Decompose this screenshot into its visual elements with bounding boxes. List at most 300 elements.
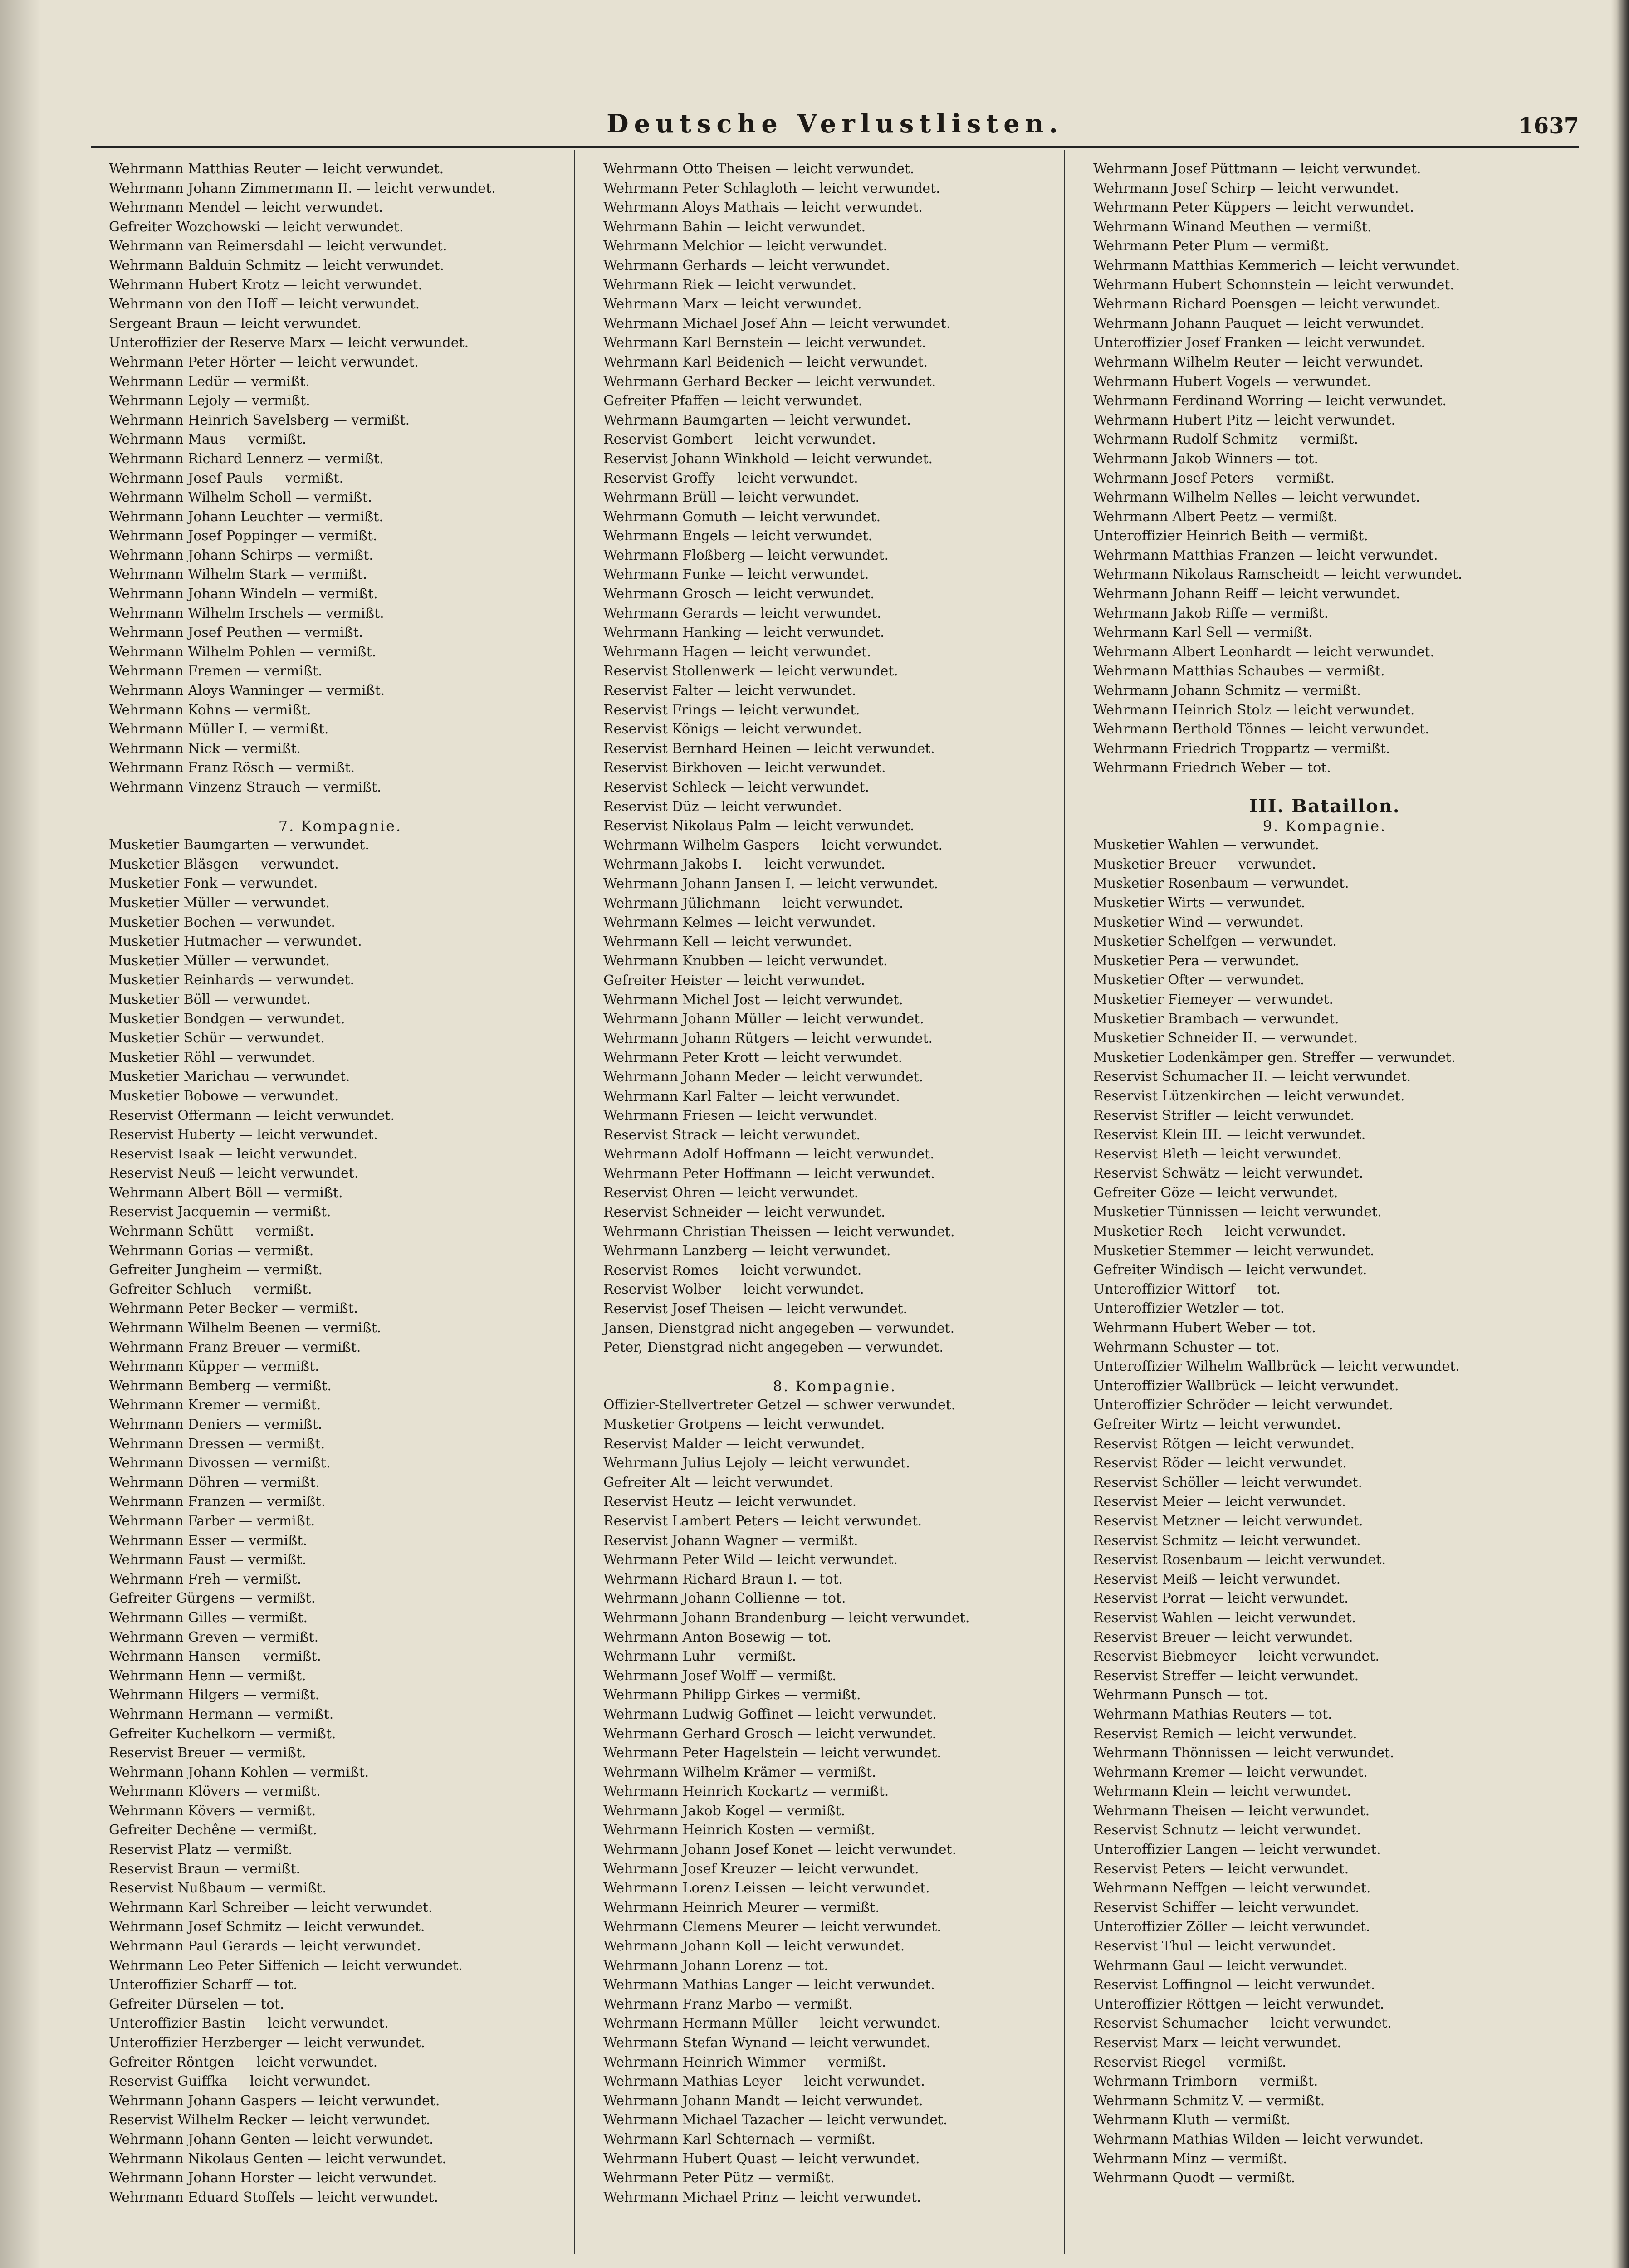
casualty-entry: Musketier Schür — verwundet.: [109, 1030, 325, 1046]
page-title: Deutsche Verlustlisten.: [607, 109, 1063, 139]
casualty-entry: Wehrmann Rudolf Schmitz — vermißt.: [1093, 431, 1359, 448]
casualty-entry: Reservist Strifler — leicht verwundet.: [1093, 1107, 1355, 1124]
casualty-entry: Reservist Falter — leicht verwundet.: [603, 683, 856, 699]
casualty-entry: Wehrmann Wilhelm Gaspers — leicht verwundet.: [603, 837, 943, 853]
casualty-entry: Wehrmann Josef Püttmann — leicht verwundet.: [1093, 161, 1421, 177]
casualty-entry: Reservist Isaak — leicht verwundet.: [109, 1146, 358, 1162]
casualty-entry: Wehrmann Wilhelm Reuter — leicht verwundet.: [1093, 354, 1424, 370]
casualty-entry: Wehrmann Matthias Franzen — leicht verwundet.: [1093, 547, 1438, 563]
casualty-entry: Reservist Nikolaus Palm — leicht verwundet.: [603, 818, 915, 834]
casualty-entry: Reservist Gombert — leicht verwundet.: [603, 431, 876, 448]
casualty-entry: Wehrmann Ferdinand Worring — leicht verwundet.: [1093, 393, 1447, 409]
casualty-entry: Reservist Rötgen — leicht verwundet.: [1093, 1436, 1355, 1452]
casualty-entry: Wehrmann Gilles — vermißt.: [109, 1609, 308, 1626]
casualty-entry: Wehrmann Julius Lejoly — leicht verwundet.: [603, 1455, 910, 1471]
casualty-entry: Musketier Reinhards — verwundet.: [109, 972, 355, 988]
casualty-entry: Wehrmann Hanking — leicht verwundet.: [603, 625, 885, 641]
casualty-entry: Reservist Loffingnol — leicht verwundet.: [1093, 1977, 1375, 1993]
casualty-entry: Wehrmann Jülichmann — leicht verwundet.: [603, 895, 904, 911]
company-heading: 8. Kompagnie.: [773, 1377, 897, 1395]
casualty-entry: Musketier Bobowe — verwundet.: [109, 1088, 339, 1104]
column-divider: [574, 150, 575, 2254]
casualty-entry: Reservist Johann Wagner — vermißt.: [603, 1532, 858, 1549]
casualty-entry: Reservist Platz — vermißt.: [109, 1842, 293, 1858]
casualty-entry: Wehrmann Ludwig Goffinet — leicht verwundet.: [603, 1706, 937, 1722]
casualty-entry: Wehrmann Friedrich Weber — tot.: [1093, 760, 1331, 776]
casualty-entry: Wehrmann Johann Pauquet — leicht verwundet.: [1093, 315, 1424, 332]
casualty-entry: Gefreiter Jungheim — vermißt.: [109, 1262, 323, 1278]
casualty-entry: Wehrmann Mathias Reuters — tot.: [1093, 1706, 1332, 1722]
casualty-entry: Wehrmann Johann Schirps — vermißt.: [109, 547, 373, 563]
casualty-entry: Reservist Schöller — leicht verwundet.: [1093, 1474, 1363, 1491]
casualty-entry: Musketier Röhl — verwundet.: [109, 1049, 316, 1066]
casualty-entry: Wehrmann Johann Brandenburg — leicht verwundet.: [603, 1609, 970, 1626]
casualty-entry: Wehrmann Wilhelm Nelles — leicht verwundet.: [1093, 489, 1420, 506]
casualty-entry: Unteroffizier Scharff — tot.: [109, 1977, 298, 1993]
casualty-entry: Unteroffizier Wittorf — tot.: [1093, 1281, 1281, 1297]
casualty-entry: Reservist Breuer — leicht verwundet.: [1093, 1629, 1353, 1645]
casualty-entry: Wehrmann Heinrich Wimmer — vermißt.: [603, 2054, 886, 2070]
casualty-entry: Wehrmann Johann Horster — leicht verwundet.: [109, 2170, 437, 2186]
casualty-entry: Reservist Schwätz — leicht verwundet.: [1093, 1165, 1364, 1182]
section-gap: [109, 797, 572, 816]
casualty-entry: Unteroffizier der Reserve Marx — leicht verwundet.: [109, 335, 469, 351]
casualty-entry: Musketier Bläsgen — verwundet.: [109, 856, 339, 872]
casualty-entry: Wehrmann Schmitz V. — vermißt.: [1093, 2092, 1325, 2109]
casualty-entry: Sergeant Braun — leicht verwundet.: [109, 315, 362, 332]
casualty-entry: Wehrmann Kohns — vermißt.: [109, 702, 311, 718]
casualty-entry: Wehrmann Hubert Krotz — leicht verwundet.: [109, 277, 423, 293]
casualty-entry: Reservist Josef Theisen — leicht verwundet.: [603, 1301, 908, 1317]
casualty-entry: Wehrmann Johann Zimmermann II. — leicht verwundet.: [109, 180, 496, 196]
casualty-entry: Reservist Königs — leicht verwundet.: [603, 721, 862, 738]
casualty-entry: Wehrmann Josef Poppinger — vermißt.: [109, 528, 377, 544]
casualty-entry: Wehrmann Lorenz Leissen — leicht verwundet.: [603, 1880, 930, 1897]
casualty-entry: Musketier Brambach — verwundet.: [1093, 1011, 1339, 1027]
casualty-entry: Wehrmann Jakobs I. — leicht verwundet.: [603, 856, 885, 873]
casualty-entry: Wehrmann Johann Reiff — leicht verwundet.: [1093, 586, 1400, 602]
casualty-entry: Unteroffizier Wallbrück — leicht verwundet.: [1093, 1378, 1399, 1394]
casualty-entry: Wehrmann Engels — leicht verwundet.: [603, 528, 873, 544]
casualty-entry: Reservist Johann Winkhold — leicht verwundet.: [603, 450, 933, 467]
casualty-entry: Wehrmann Peter Hagelstein — leicht verwundet.: [603, 1745, 941, 1761]
casualty-entry: Wehrmann Floßberg — leicht verwundet.: [603, 547, 889, 563]
casualty-entry: Wehrmann Hubert Vogels — verwundet.: [1093, 373, 1371, 390]
casualty-entry: Wehrmann Greven — vermißt.: [109, 1629, 319, 1645]
casualty-entry: Wehrmann Franz Marbo — vermißt.: [603, 1996, 853, 2012]
casualty-entry: Wehrmann Johann Kohlen — vermißt.: [109, 1764, 369, 1780]
casualty-entry: Reservist Wahlen — leicht verwundet.: [1093, 1609, 1356, 1626]
column-middle: [603, 160, 1066, 2207]
casualty-entry: Wehrmann Henn — vermißt.: [109, 1667, 306, 1684]
casualty-entry: Unteroffizier Röttgen — leicht verwundet.: [1093, 1996, 1384, 2012]
casualty-entry: Wehrmann Wilhelm Scholl — vermißt.: [109, 489, 372, 506]
casualty-entry: Reservist Huberty — leicht verwundet.: [109, 1127, 378, 1143]
casualty-entry: Wehrmann Döhren — vermißt.: [109, 1474, 320, 1491]
casualty-entry: Wehrmann Bahin — leicht verwundet.: [603, 219, 866, 235]
casualty-entry: Wehrmann Karl Beidenich — leicht verwundet.: [603, 354, 928, 370]
casualty-entry: Wehrmann Johann Gaspers — leicht verwundet.: [109, 2092, 440, 2109]
casualty-entry: Wehrmann Matthias Kemmerich — leicht verwundet.: [1093, 257, 1460, 274]
casualty-entry: Wehrmann Johann Leuchter — vermißt.: [109, 508, 383, 525]
casualty-entry: Wehrmann Philipp Girkes — vermißt.: [603, 1687, 861, 1703]
casualty-entry: Reservist Schumacher — leicht verwundet.: [1093, 2015, 1392, 2032]
casualty-entry: Wehrmann Richard Poensgen — leicht verwundet.: [1093, 296, 1441, 313]
casualty-entry: Musketier Müller — verwundet.: [109, 894, 330, 911]
casualty-entry: Wehrmann Lanzberg — leicht verwundet.: [603, 1243, 891, 1259]
casualty-entry: Wehrmann Gerhards — leicht verwundet.: [603, 257, 890, 274]
casualty-entry: Wehrmann Gomuth — leicht verwundet.: [603, 508, 881, 525]
casualty-entry: Wehrmann Franzen — vermißt.: [109, 1494, 326, 1510]
casualty-entry: Wehrmann Johann Koll — leicht verwundet.: [603, 1938, 905, 1955]
casualty-entry: Wehrmann Hilgers — vermißt.: [109, 1687, 320, 1703]
casualty-entry: Reservist Ohren — leicht verwundet.: [603, 1185, 859, 1201]
casualty-entry: Wehrmann Winand Meuthen — vermißt.: [1093, 219, 1372, 235]
company-heading: 7. Kompagnie.: [278, 817, 402, 835]
casualty-entry: Wehrmann Michael Prinz — leicht verwundet.: [603, 2189, 921, 2205]
casualty-entry: Wehrmann Theisen — leicht verwundet.: [1093, 1803, 1370, 1819]
casualty-entry: Wehrmann Heinrich Kosten — vermißt.: [603, 1822, 875, 1838]
casualty-entry: Wehrmann Farber — vermißt.: [109, 1513, 315, 1529]
casualty-entry: Gefreiter Kuchelkorn — vermißt.: [109, 1725, 336, 1742]
casualty-entry: Musketier Baumgarten — verwundet.: [109, 837, 369, 853]
casualty-entry: Wehrmann Divossen — vermißt.: [109, 1455, 331, 1471]
casualty-entry: Wehrmann Jakob Kogel — vermißt.: [603, 1803, 846, 1819]
casualty-entry: Wehrmann Aloys Wanninger — vermißt.: [109, 683, 385, 699]
casualty-entry: Wehrmann Christian Theissen — leicht verwundet.: [603, 1223, 955, 1240]
casualty-entry: Wehrmann Peter Wild — leicht verwundet.: [603, 1552, 898, 1568]
casualty-entry: Reservist Frings — leicht verwundet.: [603, 702, 860, 718]
casualty-entry: Wehrmann Josef Wolff — vermißt.: [603, 1667, 837, 1684]
company-heading: 9. Kompagnie.: [1262, 817, 1387, 835]
casualty-entry: Wehrmann Peter Schlagloth — leicht verwundet.: [603, 180, 940, 196]
section-gap: [1093, 778, 1556, 797]
casualty-entry: Wehrmann Friedrich Troppartz — vermißt.: [1093, 740, 1390, 757]
header-rule: [91, 146, 1579, 148]
casualty-entry: Reservist Düz — leicht verwundet.: [603, 798, 842, 815]
casualty-entry: Wehrmann Deniers — vermißt.: [109, 1417, 323, 1432]
casualty-entry: Musketier Rosenbaum — verwundet.: [1093, 875, 1349, 892]
casualty-entry: Reservist Nußbaum — vermißt.: [109, 1880, 327, 1897]
casualty-entry: Gefreiter Wozchowski — leicht verwundet.: [109, 219, 404, 235]
page-number: 1637: [1518, 113, 1579, 139]
casualty-entry: Wehrmann Wilhelm Stark — vermißt.: [109, 567, 367, 583]
casualty-entry: Musketier Ofter — verwundet.: [1093, 972, 1305, 988]
casualty-entry: Reservist Guiffka — leicht verwundet.: [109, 2073, 371, 2090]
casualty-entry: Wehrmann Thönnissen — leicht verwundet.: [1093, 1745, 1394, 1761]
casualty-entry: Wehrmann Peter Hoffmann — leicht verwundet.: [603, 1165, 935, 1182]
casualty-entry: Wehrmann Johann Lorenz — tot.: [603, 1957, 828, 1974]
casualty-entry: Gefreiter Wirtz — leicht verwundet.: [1093, 1417, 1341, 1432]
casualty-entry: Gefreiter Dürselen — tot.: [109, 1996, 284, 2012]
casualty-entry: Wehrmann Maus — vermißt.: [109, 431, 307, 448]
casualty-entry: Wehrmann Jakob Riffe — vermißt.: [1093, 605, 1329, 621]
casualty-entry: Wehrmann Kelmes — leicht verwundet.: [603, 914, 876, 931]
casualty-entry: Wehrmann Mathias Wilden — leicht verwundet.: [1093, 2131, 1424, 2147]
page-edge-left: [0, 0, 41, 2268]
casualty-entry: Wehrmann Marx — leicht verwundet.: [603, 296, 862, 313]
casualty-entry: Wehrmann Hermann — vermißt.: [109, 1706, 334, 1722]
casualty-entry: Wehrmann Josef Peters — vermißt.: [1093, 470, 1335, 486]
casualty-entry: Wehrmann Karl Falter — leicht verwundet.: [603, 1088, 900, 1105]
casualty-entry: Wehrmann Lejoly — vermißt.: [109, 393, 310, 409]
casualty-entry: Wehrmann Heinrich Kockartz — vermißt.: [603, 1784, 889, 1800]
casualty-entry: Wehrmann Gorias — vermißt.: [109, 1242, 314, 1259]
casualty-entry: Wehrmann Minz — vermißt.: [1093, 2151, 1287, 2167]
casualty-entry: Wehrmann Gerhard Grosch — leicht verwundet.: [603, 1725, 937, 1742]
casualty-entry: Wehrmann Matthias Reuter — leicht verwundet.: [109, 161, 444, 177]
casualty-entry: Wehrmann Hermann Müller — leicht verwundet.: [603, 2015, 941, 2032]
column-right: [1093, 160, 1556, 2188]
casualty-entry: Wehrmann Mathias Leyer — leicht verwundet.: [603, 2073, 925, 2090]
casualty-entry: Wehrmann Küpper — vermißt.: [109, 1359, 319, 1375]
casualty-entry: Wehrmann Hubert Pitz — leicht verwundet.: [1093, 412, 1395, 428]
casualty-entry: Reservist Wilhelm Recker — leicht verwundet.: [109, 2112, 430, 2128]
casualty-entry: Wehrmann Peter Plum — vermißt.: [1093, 238, 1329, 254]
casualty-entry: Gefreiter Windisch — leicht verwundet.: [1093, 1262, 1367, 1278]
casualty-entry: Wehrmann Matthias Schaubes — vermißt.: [1093, 663, 1385, 679]
casualty-entry: Reservist Lützenkirchen — leicht verwundet.: [1093, 1088, 1405, 1104]
casualty-entry: Wehrmann Michael Josef Ahn — leicht verwundet.: [603, 315, 951, 332]
casualty-entry: Wehrmann Hubert Weber — tot.: [1093, 1320, 1316, 1336]
casualty-entry: Wehrmann Otto Theisen — leicht verwundet.: [603, 161, 915, 177]
casualty-entry: Reservist Rosenbaum — leicht verwundet.: [1093, 1552, 1386, 1568]
casualty-entry: Reservist Strack — leicht verwundet.: [603, 1127, 861, 1143]
casualty-entry: Wehrmann van Reimersdahl — leicht verwundet.: [109, 238, 447, 254]
casualty-entry: Wehrmann Gerards — leicht verwundet.: [603, 605, 881, 621]
casualty-entry: Reservist Neuß — leicht verwundet.: [109, 1165, 359, 1182]
casualty-entry: Wehrmann Richard Lennerz — vermißt.: [109, 450, 384, 467]
casualty-entry: Wehrmann Josef Peuthen — vermißt.: [109, 625, 363, 641]
casualty-entry: Reservist Metzner — leicht verwundet.: [1093, 1513, 1363, 1529]
casualty-entry: Wehrmann Grosch — leicht verwundet.: [603, 586, 875, 602]
casualty-entry: Wehrmann Josef Schirp — leicht verwundet.: [1093, 180, 1399, 196]
casualty-entry: Wehrmann Albert Peetz — vermißt.: [1093, 508, 1338, 525]
casualty-entry: Musketier Fonk — verwundet.: [109, 875, 318, 892]
casualty-entry: Wehrmann Wilhelm Irschels — vermißt.: [109, 605, 384, 621]
casualty-entry: Reservist Romes — leicht verwundet.: [603, 1262, 862, 1278]
casualty-entry: Wehrmann Aloys Mathais — leicht verwundet.: [603, 200, 923, 216]
casualty-entry: Wehrmann Brüll — leicht verwundet.: [603, 489, 860, 506]
casualty-entry: Wehrmann Hagen — leicht verwundet.: [603, 644, 871, 660]
casualty-entry: Reservist Schnutz — leicht verwundet.: [1093, 1822, 1361, 1838]
casualty-entry: Reservist Schneider — leicht verwundet.: [603, 1204, 885, 1221]
casualty-entry: Musketier Schelfgen — verwundet.: [1093, 934, 1337, 950]
casualty-entry: Musketier Schneider II. — verwundet.: [1093, 1030, 1358, 1046]
casualty-entry: Peter, Dienstgrad nicht angegeben — verwundet.: [603, 1339, 944, 1356]
casualty-entry: Reservist Bernhard Heinen — leicht verwundet.: [603, 740, 935, 757]
casualty-entry: Reservist Braun — vermißt.: [109, 1861, 301, 1877]
casualty-entry: Unteroffizier Herzberger — leicht verwundet.: [109, 2035, 426, 2051]
casualty-entry: Wehrmann Klövers — vermißt.: [109, 1784, 321, 1800]
casualty-entry: Musketier Fiemeyer — verwundet.: [1093, 991, 1334, 1007]
casualty-entry: Wehrmann Nikolaus Ramscheidt — leicht verwundet.: [1093, 567, 1463, 583]
casualty-entry: Musketier Wind — verwundet.: [1093, 914, 1304, 930]
casualty-entry: Wehrmann Faust — vermißt.: [109, 1552, 307, 1568]
casualty-entry: Wehrmann Johann Windeln — vermißt.: [109, 586, 378, 602]
casualty-entry: Reservist Offermann — leicht verwundet.: [109, 1107, 395, 1124]
casualty-entry: Wehrmann Franz Breuer — vermißt.: [109, 1339, 361, 1355]
casualty-entry: Wehrmann Gaul — leicht verwundet.: [1093, 1957, 1348, 1974]
casualty-entry: Unteroffizier Langen — leicht verwundet.: [1093, 1842, 1381, 1858]
casualty-entry: Wehrmann Balduin Schmitz — leicht verwundet.: [109, 257, 445, 274]
casualty-entry: Wehrmann Johann Meder — leicht verwundet.: [603, 1069, 924, 1085]
battalion-heading: III. Bataillon.: [1249, 796, 1400, 817]
casualty-entry: Jansen, Dienstgrad nicht angegeben — verwundet.: [603, 1320, 955, 1336]
casualty-entry: Unteroffizier Zöller — leicht verwundet.: [1093, 1919, 1370, 1935]
casualty-entry: Wehrmann Kremer — leicht verwundet.: [1093, 1764, 1368, 1780]
casualty-entry: Wehrmann Franz Rösch — vermißt.: [109, 760, 355, 776]
casualty-entry: Wehrmann Knubben — leicht verwundet.: [603, 953, 888, 969]
casualty-entry: Wehrmann Dressen — vermißt.: [109, 1436, 325, 1452]
casualty-entry: Wehrmann Luhr — vermißt.: [603, 1648, 797, 1665]
casualty-entry: Wehrmann Johann Müller — leicht verwundet.: [603, 1011, 924, 1027]
casualty-entry: Wehrmann Funke — leicht verwundet.: [603, 567, 869, 583]
casualty-entry: Wehrmann Eduard Stoffels — leicht verwundet.: [109, 2189, 439, 2205]
casualty-entry: Wehrmann Trimborn — vermißt.: [1093, 2073, 1318, 2090]
casualty-entry: Wehrmann Riek — leicht verwundet.: [603, 277, 857, 293]
casualty-entry: Gefreiter Göze — leicht verwundet.: [1093, 1184, 1338, 1201]
casualty-entry: Wehrmann Neffgen — leicht verwundet.: [1093, 1880, 1371, 1897]
casualty-entry: Wehrmann Albert Böll — vermißt.: [109, 1184, 343, 1201]
casualty-entry: Musketier Böll — verwundet.: [109, 991, 311, 1007]
casualty-entry: Wehrmann Karl Bernstein — leicht verwundet.: [603, 335, 926, 351]
casualty-entry: Wehrmann Kövers — vermißt.: [109, 1803, 316, 1819]
casualty-entry: Reservist Malder — leicht verwundet.: [603, 1436, 865, 1452]
casualty-entry: Reservist Biebmeyer — leicht verwundet.: [1093, 1648, 1380, 1665]
casualty-entry: Musketier Rech — leicht verwundet.: [1093, 1223, 1346, 1240]
casualty-entry: Wehrmann Klein — leicht verwundet.: [1093, 1784, 1351, 1800]
casualty-entry: Reservist Röder — leicht verwundet.: [1093, 1455, 1347, 1471]
casualty-entry: Reservist Lambert Peters — leicht verwundet.: [603, 1513, 922, 1529]
casualty-entry: Reservist Streffer — leicht verwundet.: [1093, 1667, 1359, 1684]
casualty-entry: Reservist Breuer — vermißt.: [109, 1745, 306, 1761]
casualty-entry: Wehrmann Melchior — leicht verwundet.: [603, 238, 888, 254]
casualty-entry: Wehrmann Peter Pütz — vermißt.: [603, 2170, 835, 2186]
casualty-entry: Musketier Wirts — verwundet.: [1093, 894, 1306, 911]
casualty-entry: Musketier Bondgen — verwundet.: [109, 1011, 345, 1027]
casualty-entry: Wehrmann Johann Rütgers — leicht verwundet.: [603, 1030, 933, 1046]
casualty-entry: Wehrmann Nikolaus Genten — leicht verwundet.: [109, 2151, 446, 2167]
casualty-entry: Wehrmann Peter Hörter — leicht verwundet.: [109, 354, 419, 370]
casualty-entry: Reservist Porrat — leicht verwundet.: [1093, 1590, 1349, 1607]
section-gap: [603, 1358, 1066, 1377]
casualty-entry: Reservist Wolber — leicht verwundet.: [603, 1281, 864, 1298]
casualty-entry: Wehrmann Mendel — leicht verwundet.: [109, 200, 383, 216]
casualty-entry: Wehrmann Quodt — vermißt.: [1093, 2170, 1296, 2186]
casualty-entry: Wehrmann Hubert Quast — leicht verwundet.: [603, 2151, 920, 2167]
casualty-entry: Unteroffizier Wetzler — tot.: [1093, 1300, 1285, 1317]
casualty-entry: Wehrmann Michael Tazacher — leicht verwundet.: [603, 2112, 948, 2128]
casualty-entry: Wehrmann Michel Jost — leicht verwundet.: [603, 992, 903, 1008]
casualty-entry: Gefreiter Alt — leicht verwundet.: [603, 1474, 834, 1491]
casualty-entry: Wehrmann Vinzenz Strauch — vermißt.: [109, 779, 382, 795]
casualty-entry: Gefreiter Schluch — vermißt.: [109, 1281, 312, 1297]
casualty-entry: Wehrmann Freh — vermißt.: [109, 1571, 302, 1587]
casualty-entry: Wehrmann Karl Schreiber — leicht verwundet.: [109, 1899, 433, 1916]
casualty-entry: Musketier Wahlen — verwundet.: [1093, 837, 1319, 853]
casualty-entry: Reservist Stollenwerk — leicht verwundet.: [603, 663, 898, 679]
casualty-entry: Wehrmann Josef Pauls — vermißt.: [109, 470, 344, 486]
casualty-entry: Musketier Bochen — verwundet.: [109, 914, 335, 930]
casualty-entry: Wehrmann Wilhelm Krämer — vermißt.: [603, 1764, 876, 1780]
casualty-entry: Reservist Schleck — leicht verwundet.: [603, 779, 870, 795]
casualty-entry: Wehrmann Wilhelm Pohlen — vermißt.: [109, 644, 377, 660]
casualty-entry: Reservist Riegel — vermißt.: [1093, 2054, 1287, 2070]
casualty-entry: Gefreiter Röntgen — leicht verwundet.: [109, 2054, 378, 2070]
casualty-entry: Reservist Thul — leicht verwundet.: [1093, 1938, 1336, 1955]
casualty-entry: Wehrmann Johann Mandt — leicht verwundet.: [603, 2092, 923, 2109]
casualty-entry: Wehrmann Schuster — tot.: [1093, 1339, 1280, 1355]
casualty-entry: Wehrmann Punsch — tot.: [1093, 1687, 1268, 1703]
casualty-entry: Wehrmann Heinrich Meurer — vermißt.: [603, 1899, 880, 1916]
casualty-entry: Wehrmann Müller I. — vermißt.: [109, 721, 329, 738]
casualty-entry: Wehrmann Bemberg — vermißt.: [109, 1378, 332, 1394]
casualty-entry: Wehrmann Johann Genten — leicht verwundet.: [109, 2131, 434, 2147]
casualty-entry: Gefreiter Pfaffen — leicht verwundet.: [603, 393, 863, 409]
casualty-entry: Musketier Hutmacher — verwundet.: [109, 934, 362, 950]
casualty-entry: Reservist Schmitz — leicht verwundet.: [1093, 1532, 1361, 1549]
casualty-entry: Musketier Stemmer — leicht verwundet.: [1093, 1242, 1375, 1259]
casualty-entry: Reservist Bleth — leicht verwundet.: [1093, 1146, 1342, 1162]
casualty-entry: Wehrmann Paul Gerards — leicht verwundet.: [109, 1938, 421, 1955]
casualty-entry: Wehrmann Nick — vermißt.: [109, 740, 301, 757]
casualty-entry: Gefreiter Gürgens — vermißt.: [109, 1590, 316, 1607]
casualty-entry: Gefreiter Heister — leicht verwundet.: [603, 972, 865, 988]
casualty-entry: Reservist Klein III. — leicht verwundet.: [1093, 1127, 1366, 1143]
casualty-entry: Reservist Meiß — leicht verwundet.: [1093, 1571, 1341, 1587]
casualty-entry: Wehrmann von den Hoff — leicht verwundet.: [109, 296, 420, 313]
casualty-entry: Wehrmann Kluth — vermißt.: [1093, 2112, 1291, 2128]
casualty-entry: Wehrmann Adolf Hoffmann — leicht verwundet.: [603, 1146, 934, 1163]
casualty-entry: Unteroffizier Schröder — leicht verwundet.: [1093, 1397, 1393, 1413]
casualty-entry: Wehrmann Mathias Langer — leicht verwundet.: [603, 1977, 935, 1993]
casualty-entry: Wehrmann Karl Sell — vermißt.: [1093, 625, 1313, 641]
casualty-entry: Wehrmann Kell — leicht verwundet.: [603, 934, 852, 950]
casualty-entry: Wehrmann Jakob Winners — tot.: [1093, 450, 1319, 467]
casualty-entry: Wehrmann Kremer — vermißt.: [109, 1397, 321, 1413]
casualty-entry: Reservist Peters — leicht verwundet.: [1093, 1861, 1349, 1877]
casualty-entry: Wehrmann Baumgarten — leicht verwundet.: [603, 412, 911, 428]
casualty-entry: Wehrmann Esser — vermißt.: [109, 1532, 307, 1549]
casualty-entry: Wehrmann Stefan Wynand — leicht verwundet.: [603, 2035, 931, 2051]
casualty-entry: Wehrmann Friesen — leicht verwundet.: [603, 1108, 878, 1124]
casualty-entry: Gefreiter Dechêne — vermißt.: [109, 1822, 317, 1838]
casualty-entry: Wehrmann Peter Küppers — leicht verwundet.: [1093, 200, 1414, 216]
casualty-entry: Unteroffizier Bastin — leicht verwundet.: [109, 2015, 389, 2032]
casualty-entry: Reservist Marx — leicht verwundet.: [1093, 2035, 1341, 2051]
casualty-entry: Reservist Remich — leicht verwundet.: [1093, 1725, 1357, 1742]
casualty-entry: Wehrmann Fremen — vermißt.: [109, 663, 323, 679]
casualty-entry: Musketier Marichau — verwundet.: [109, 1069, 350, 1085]
casualty-entry: Wehrmann Berthold Tönnes — leicht verwundet.: [1093, 721, 1429, 738]
casualty-entry: Reservist Jacquemin — vermißt.: [109, 1204, 331, 1220]
casualty-entry: Wehrmann Albert Leonhardt — leicht verwundet.: [1093, 644, 1434, 660]
casualty-entry: Wehrmann Heinrich Savelsberg — vermißt.: [109, 412, 410, 428]
casualty-entry: Wehrmann Leo Peter Siffenich — leicht verwundet.: [109, 1957, 463, 1974]
column-left: [109, 160, 572, 2207]
casualty-entry: Musketier Müller — verwundet.: [109, 953, 330, 969]
casualty-entry: Wehrmann Anton Bosewig — tot.: [603, 1629, 832, 1645]
casualty-entry: Reservist Schumacher II. — leicht verwundet.: [1093, 1069, 1411, 1085]
casualty-entry: Wehrmann Karl Schternach — vermißt.: [603, 2131, 876, 2147]
casualty-entry: Unteroffizier Wilhelm Wallbrück — leicht verwundet.: [1093, 1359, 1460, 1375]
casualty-entry: Wehrmann Josef Kreuzer — leicht verwundet.: [603, 1861, 919, 1877]
casualty-entry: Musketier Grotpens — leicht verwundet.: [603, 1417, 885, 1432]
casualty-entry: Unteroffizier Josef Franken — leicht verwundet.: [1093, 335, 1425, 351]
casualty-entry: Reservist Meier — leicht verwundet.: [1093, 1494, 1346, 1510]
casualty-entry: Wehrmann Peter Krott — leicht verwundet.: [603, 1050, 903, 1066]
